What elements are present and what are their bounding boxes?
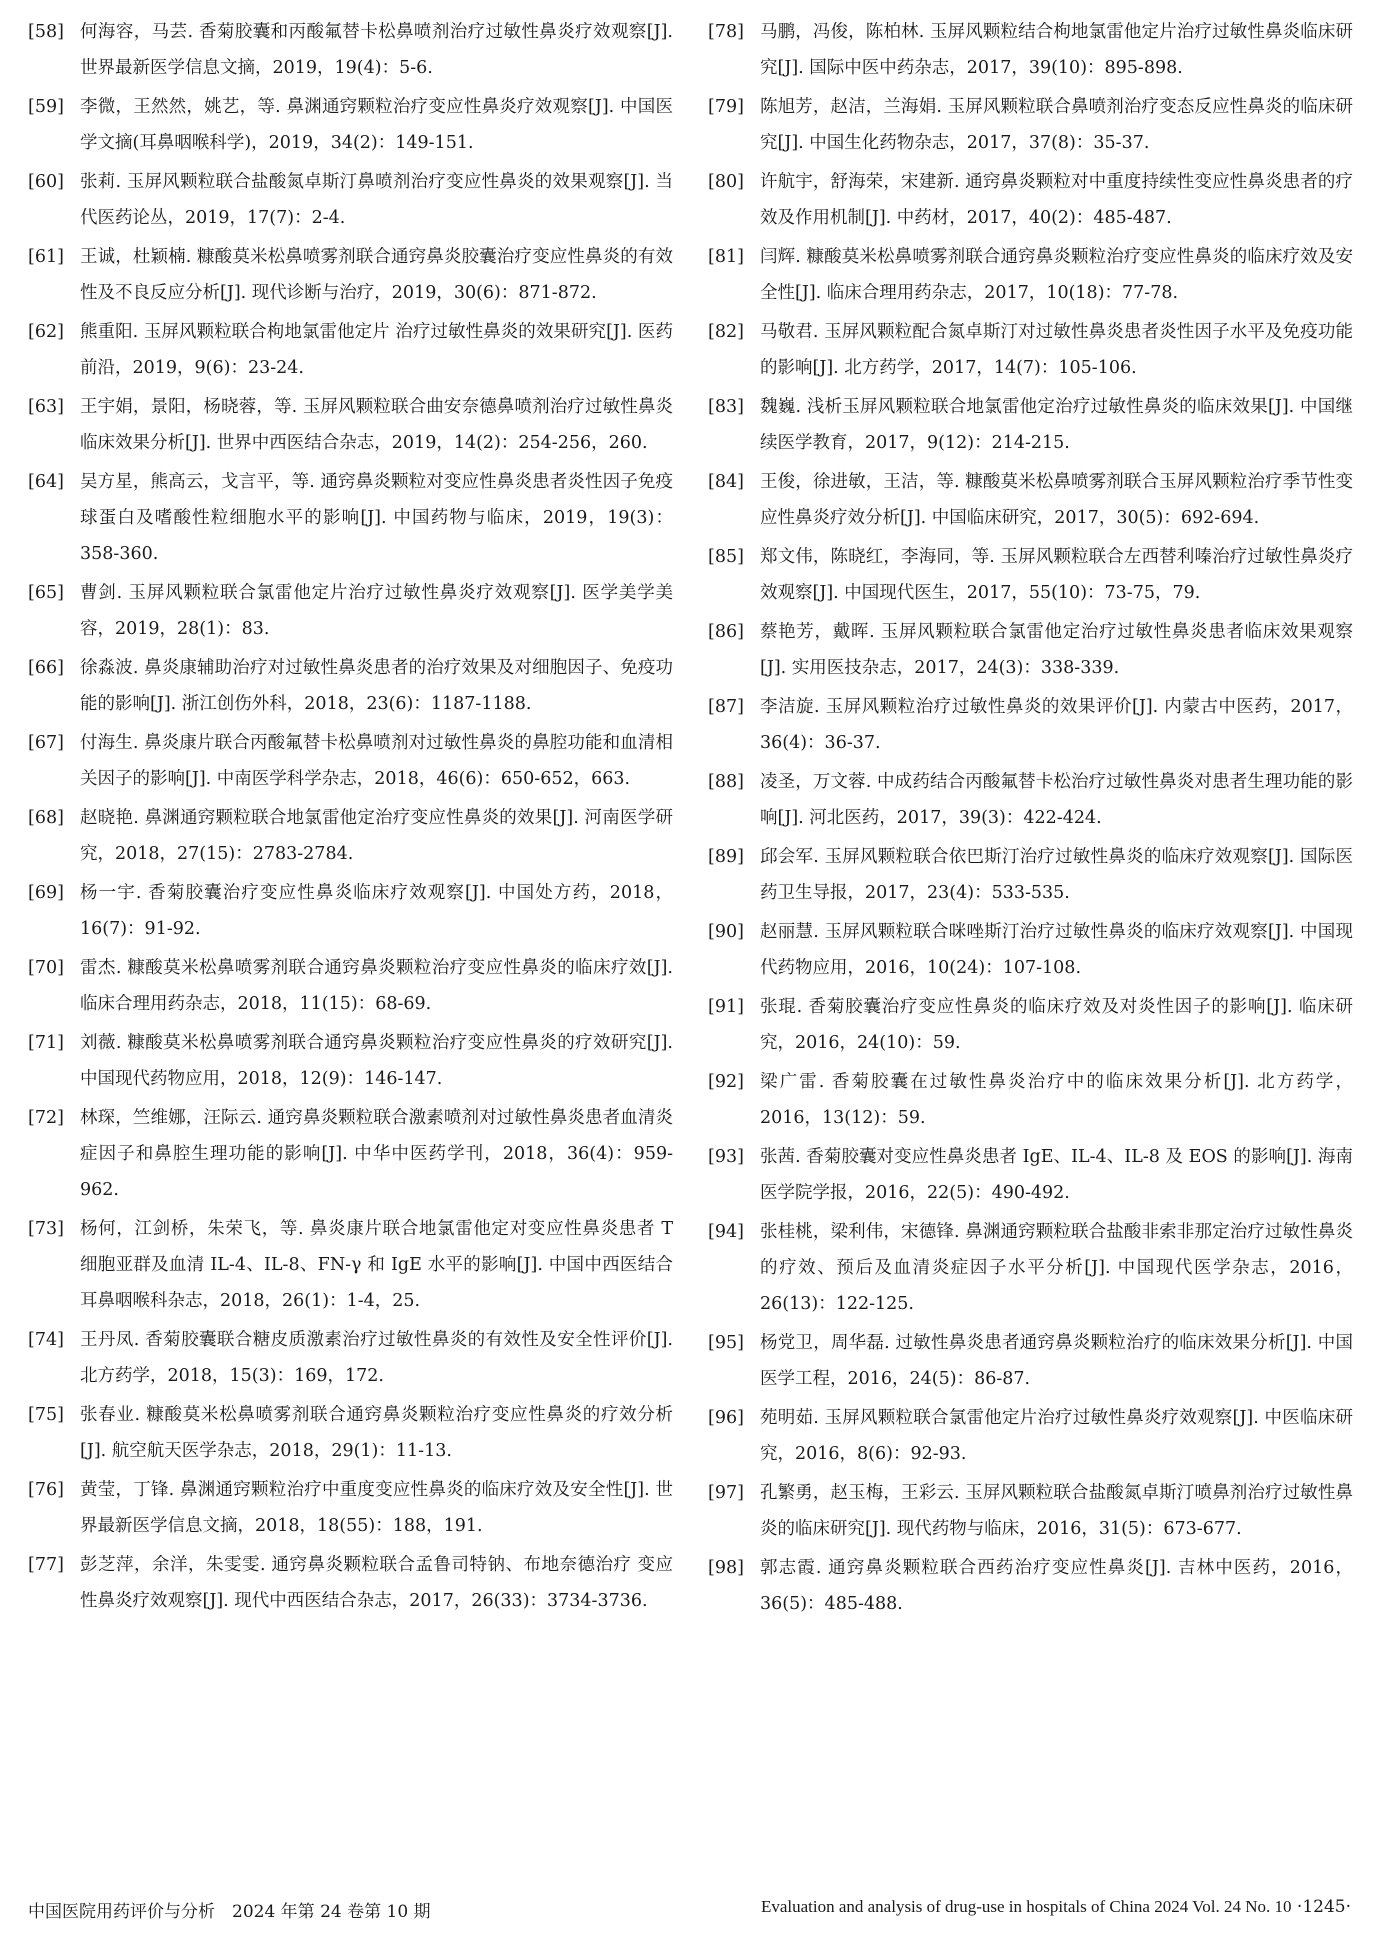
reference-number: [62]: [28, 322, 64, 342]
reference-text: 梁广雷. 香菊胶囊在过敏性鼻炎治疗中的临床效果分析[J]. 北方药学，2016，13(12)：59.: [760, 1072, 1353, 1128]
reference-text: 李微，王然然，姚艺，等. 鼻渊通窍颗粒治疗变应性鼻炎疗效观察[J]. 中国医学文摘(耳鼻咽喉科学)，2019，34(2)：149-151.: [80, 97, 673, 153]
reference-text: 王宇娟，景阳，杨晓蓉，等. 玉屏风颗粒联合曲安奈德鼻喷剂治疗过敏性鼻炎临床效果分析[J]. 世界中西医结合杂志，2019，14(2)：254-256，260.: [80, 397, 673, 453]
reference-entry: [28, 1322, 673, 1394]
reference-text: 黄莹，丁锋. 鼻渊通窍颗粒治疗中重度变应性鼻炎的临床疗效及安全性[J]. 世界最新医学信息文摘，2018，18(55)：188，191.: [80, 1480, 673, 1536]
reference-entry: [28, 1211, 673, 1319]
reference-number: [74]: [28, 1330, 64, 1350]
reference-entry: [708, 1214, 1353, 1322]
reference-text: 刘薇. 糠酸莫米松鼻喷雾剂联合通窍鼻炎颗粒治疗变应性鼻炎的疗效研究[J]. 中国现代药物应用，2018，12(9)：146-147.: [80, 1033, 673, 1089]
reference-number: [84]: [708, 472, 744, 492]
reference-entry: [708, 239, 1353, 311]
reference-entry: [28, 239, 673, 311]
reference-text: 杨一宇. 香菊胶囊治疗变应性鼻炎临床疗效观察[J]. 中国处方药，2018，16(7)：91-92.: [80, 883, 673, 939]
reference-number: [71]: [28, 1033, 64, 1053]
reference-entry: [28, 314, 673, 386]
reference-text: 何海容，马芸. 香菊胶囊和丙酸氟替卡松鼻喷剂治疗过敏性鼻炎疗效观察[J]. 世界最新医学信息文摘，2019，19(4)：5-6.: [80, 22, 673, 78]
reference-text: 熊重阳. 玉屏风颗粒联合枸地氯雷他定片 治疗过敏性鼻炎的效果研究[J]. 医药前沿，2019，9(6)：23-24.: [80, 322, 673, 378]
reference-entry: [708, 1139, 1353, 1211]
reference-text: 张春业. 糠酸莫米松鼻喷雾剂联合通窍鼻炎颗粒治疗变应性鼻炎的疗效分析[J]. 航空航天医学杂志，2018，29(1)：11-13.: [80, 1405, 673, 1461]
reference-entry: [708, 1475, 1353, 1547]
reference-number: [96]: [708, 1408, 744, 1428]
reference-entry: [708, 464, 1353, 536]
reference-entry: [708, 539, 1353, 611]
reference-text: 赵晓艳. 鼻渊通窍颗粒联合地氯雷他定治疗变应性鼻炎的效果[J]. 河南医学研究，2018，27(15)：2783-2784.: [80, 808, 673, 864]
reference-text: 林琛，竺维娜，汪际云. 通窍鼻炎颗粒联合激素喷剂对过敏性鼻炎患者血清炎症因子和鼻腔生理功能的影响[J]. 中华中医药学刊，2018，36(4)：959-962.: [80, 1108, 673, 1200]
reference-number: [65]: [28, 583, 64, 603]
reference-number: [85]: [708, 547, 744, 567]
reference-entry: [28, 389, 673, 461]
reference-text: 陈旭芳，赵洁，兰海娟. 玉屏风颗粒联合鼻喷剂治疗变态反应性鼻炎的临床研究[J]. 中国生化药物杂志，2017，37(8)：35-37.: [760, 97, 1353, 153]
reference-number: [95]: [708, 1333, 744, 1353]
reference-number: [89]: [708, 847, 744, 867]
reference-text: 杨何，江剑桥，朱荣飞，等. 鼻炎康片联合地氯雷他定对变应性鼻炎患者 T 细胞亚群及血清 IL-4、IL-8、FN-γ 和 IgE 水平的影响[J]. 中国中西医结合耳鼻咽喉科杂志，2018，26(1)：1-4，25.: [80, 1219, 673, 1311]
reference-text: 杨党卫，周华磊. 过敏性鼻炎患者通窍鼻炎颗粒治疗的临床效果分析[J]. 中国医学工程，2016，24(5)：86-87.: [760, 1333, 1353, 1389]
footer-journal-cn: 中国医院用药评价与分析 2024 年第 24 卷第 10 期: [28, 1902, 431, 1922]
reference-number: [87]: [708, 697, 744, 717]
reference-entry: [28, 1397, 673, 1469]
reference-number: [63]: [28, 397, 64, 417]
reference-entry: [28, 164, 673, 236]
reference-text: 马鹏，冯俊，陈柏林. 玉屏风颗粒结合枸地氯雷他定片治疗过敏性鼻炎临床研究[J]. 国际中医中药杂志，2017，39(10)：895-898.: [760, 22, 1353, 78]
reference-entry: [708, 1064, 1353, 1136]
reference-number: [64]: [28, 472, 64, 492]
reference-number: [68]: [28, 808, 64, 828]
reference-number: [90]: [708, 922, 744, 942]
reference-number: [86]: [708, 622, 744, 642]
reference-entry: [28, 1100, 673, 1208]
reference-number: [76]: [28, 1480, 64, 1500]
reference-text: 凌圣，万文蓉. 中成药结合丙酸氟替卡松治疗过敏性鼻炎对患者生理功能的影响[J]. 河北医药，2017，39(3)：422-424.: [760, 772, 1353, 828]
reference-entry: [28, 464, 673, 572]
reference-entry: [708, 1550, 1353, 1622]
reference-number: [58]: [28, 22, 64, 42]
reference-entry: [708, 1325, 1353, 1397]
reference-entry: [708, 764, 1353, 836]
reference-text: 张琨. 香菊胶囊治疗变应性鼻炎的临床疗效及对炎性因子的影响[J]. 临床研究，2016，24(10)：59.: [760, 997, 1353, 1053]
reference-text: 张桂桃，梁利伟，宋德锋. 鼻渊通窍颗粒联合盐酸非索非那定治疗过敏性鼻炎的疗效、预后及血清炎症因子水平分析[J]. 中国现代医学杂志，2016，26(13)：122-125.: [760, 1222, 1353, 1314]
reference-text: 郭志霞. 通窍鼻炎颗粒联合西药治疗变应性鼻炎[J]. 吉林中医药，2016，36(5)：485-488.: [760, 1558, 1353, 1614]
reference-column-left: [28, 14, 673, 1622]
reference-text: 付海生. 鼻炎康片联合丙酸氟替卡松鼻喷剂对过敏性鼻炎的鼻腔功能和血清相关因子的影响[J]. 中南医学科学杂志，2018，46(6)：650-652，663.: [80, 733, 673, 789]
reference-entry: [708, 389, 1353, 461]
reference-entry: [28, 950, 673, 1022]
reference-number: [92]: [708, 1072, 744, 1092]
reference-number: [94]: [708, 1222, 744, 1242]
reference-entry: [28, 575, 673, 647]
reference-entry: [708, 989, 1353, 1061]
reference-text: 吴方星，熊高云，戈言平，等. 通窍鼻炎颗粒对变应性鼻炎患者炎性因子免疫球蛋白及嗜酸性粒细胞水平的影响[J]. 中国药物与临床，2019，19(3)：358-360.: [80, 472, 673, 564]
reference-text: 郑文伟，陈晓红，李海同，等. 玉屏风颗粒联合左西替利嗪治疗过敏性鼻炎疗效观察[J]. 中国现代医生，2017，55(10)：73-75，79.: [760, 547, 1353, 603]
reference-entry: [708, 14, 1353, 86]
reference-entry: [708, 1400, 1353, 1472]
reference-number: [79]: [708, 97, 744, 117]
reference-number: [69]: [28, 883, 64, 903]
reference-text: 彭芝萍，余洋，朱雯雯. 通窍鼻炎颗粒联合孟鲁司特钠、布地奈德治疗 变应性鼻炎疗效观察[J]. 现代中西医结合杂志，2017，26(33)：3734-3736.: [80, 1555, 673, 1611]
reference-text: 王诚，杜颖楠. 糠酸莫米松鼻喷雾剂联合通窍鼻炎胶囊治疗变应性鼻炎的有效性及不良反应分析[J]. 现代诊断与治疗，2019，30(6)：871-872.: [80, 247, 673, 303]
reference-text: 王俊，徐进敏，王洁，等. 糠酸莫米松鼻喷雾剂联合玉屏风颗粒治疗季节性变应性鼻炎疗效分析[J]. 中国临床研究，2017，30(5)：692-694.: [760, 472, 1353, 528]
footer-page-number: ·1245·: [1296, 1897, 1351, 1917]
reference-text: 许航宇，舒海荣，宋建新. 通窍鼻炎颗粒对中重度持续性变应性鼻炎患者的疗效及作用机制[J]. 中药材，2017，40(2)：485-487.: [760, 172, 1353, 228]
reference-text: 张莉. 玉屏风颗粒联合盐酸氮卓斯汀鼻喷剂治疗变应性鼻炎的效果观察[J]. 当代医药论丛，2019，17(7)：2-4.: [80, 172, 673, 228]
reference-text: 魏巍. 浅析玉屏风颗粒联合地氯雷他定治疗过敏性鼻炎的临床效果[J]. 中国继续医学教育，2017，9(12)：214-215.: [760, 397, 1353, 453]
reference-text: 李洁旋. 玉屏风颗粒治疗过敏性鼻炎的效果评价[J]. 内蒙古中医药，2017，36(4)：36-37.: [760, 697, 1353, 753]
reference-number: [72]: [28, 1108, 64, 1128]
reference-number: [73]: [28, 1219, 64, 1239]
reference-text: 王丹凤. 香菊胶囊联合糖皮质激素治疗过敏性鼻炎的有效性及安全性评价[J]. 北方药学，2018，15(3)：169，172.: [80, 1330, 673, 1386]
reference-number: [78]: [708, 22, 744, 42]
reference-entry: [28, 725, 673, 797]
reference-number: [98]: [708, 1558, 744, 1578]
reference-number: [75]: [28, 1405, 64, 1425]
reference-text: 雷杰. 糠酸莫米松鼻喷雾剂联合通窍鼻炎颗粒治疗变应性鼻炎的临床疗效[J]. 临床合理用药杂志，2018，11(15)：68-69.: [80, 958, 673, 1014]
reference-entry: [708, 89, 1353, 161]
reference-entry: [28, 1472, 673, 1544]
reference-entry: [28, 1025, 673, 1097]
reference-number: [81]: [708, 247, 744, 267]
reference-entry: [708, 314, 1353, 386]
reference-text: 邱会军. 玉屏风颗粒联合依巴斯汀治疗过敏性鼻炎的临床疗效观察[J]. 国际医药卫生导报，2017，23(4)：533-535.: [760, 847, 1353, 903]
reference-column-right: [708, 14, 1353, 1625]
reference-text: 孔繁勇，赵玉梅，王彩云. 玉屏风颗粒联合盐酸氮卓斯汀喷鼻剂治疗过敏性鼻炎的临床研究[J]. 现代药物与临床，2016，31(5)：673-677.: [760, 1483, 1353, 1539]
reference-number: [80]: [708, 172, 744, 192]
reference-entry: [28, 800, 673, 872]
reference-number: [83]: [708, 397, 744, 417]
reference-number: [77]: [28, 1555, 64, 1575]
reference-number: [61]: [28, 247, 64, 267]
reference-number: [59]: [28, 97, 64, 117]
reference-text: 苑明茹. 玉屏风颗粒联合氯雷他定片治疗过敏性鼻炎疗效观察[J]. 中医临床研究，2016，8(6)：92-93.: [760, 1408, 1353, 1464]
page-footer: [28, 1897, 1351, 1922]
reference-text: 蔡艳芳，戴晖. 玉屏风颗粒联合氯雷他定治疗过敏性鼻炎患者临床效果观察[J]. 实用医技杂志，2017，24(3)：338-339.: [760, 622, 1353, 678]
reference-entry: [708, 689, 1353, 761]
reference-entry: [28, 875, 673, 947]
reference-number: [67]: [28, 733, 64, 753]
footer-journal-en: Evaluation and analysis of drug-use in hospitals of China 2024 Vol. 24 No. 10: [760, 1897, 1292, 1916]
reference-number: [91]: [708, 997, 744, 1017]
reference-entry: [28, 89, 673, 161]
reference-text: 曹剑. 玉屏风颗粒联合氯雷他定片治疗过敏性鼻炎疗效观察[J]. 医学美学美容，2019，28(1)：83.: [80, 583, 673, 639]
reference-entry: [708, 614, 1353, 686]
reference-text: 闫辉. 糠酸莫米松鼻喷雾剂联合通窍鼻炎颗粒治疗变应性鼻炎的临床疗效及安全性[J]. 临床合理用药杂志，2017，10(18)：77-78.: [760, 247, 1353, 303]
reference-number: [82]: [708, 322, 744, 342]
reference-number: [97]: [708, 1483, 744, 1503]
reference-entry: [28, 650, 673, 722]
reference-number: [66]: [28, 658, 64, 678]
reference-entry: [708, 164, 1353, 236]
reference-number: [70]: [28, 958, 64, 978]
reference-number: [93]: [708, 1147, 744, 1167]
reference-entry: [28, 1547, 673, 1619]
reference-number: [60]: [28, 172, 64, 192]
reference-entry: [28, 14, 673, 86]
reference-text: 张茜. 香菊胶囊对变应性鼻炎患者 IgE、IL-4、IL-8 及 EOS 的影响[J]. 海南医学院学报，2016，22(5)：490-492.: [760, 1147, 1353, 1203]
reference-text: 马敬君. 玉屏风颗粒配合氮卓斯汀对过敏性鼻炎患者炎性因子水平及免疫功能的影响[J]. 北方药学，2017，14(7)：105-106.: [760, 322, 1353, 378]
reference-number: [88]: [708, 772, 744, 792]
reference-entry: [708, 839, 1353, 911]
reference-text: 徐淼波. 鼻炎康辅助治疗对过敏性鼻炎患者的治疗效果及对细胞因子、免疫功能的影响[J]. 浙江创伤外科，2018，23(6)：1187-1188.: [80, 658, 673, 714]
reference-entry: [708, 914, 1353, 986]
reference-text: 赵丽慧. 玉屏风颗粒联合咪唑斯汀治疗过敏性鼻炎的临床疗效观察[J]. 中国现代药物应用，2016，10(24)：107-108.: [760, 922, 1353, 978]
